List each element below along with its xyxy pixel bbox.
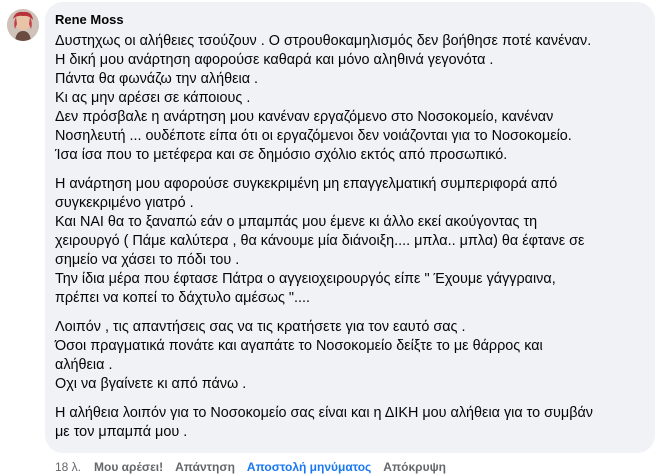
comment-bubble — [45, 2, 655, 453]
comment-line: Η δική μου ανάρτηση αφορούσε καθαρά και μόνο αληθινά γεγονότα . — [55, 52, 494, 68]
comment-actions — [55, 459, 458, 475]
comment-paragraph — [55, 404, 643, 442]
comment-paragraph — [55, 32, 643, 165]
comment-body — [55, 32, 643, 442]
comment-author[interactable]: Rene Moss — [55, 12, 124, 27]
comment-line: Ίσα ίσα που το μετέφερα και σε δημόσιο σχόλιο εκτός από προσωπικό. — [55, 147, 508, 163]
like-button[interactable]: Μου αρέσει! — [94, 460, 164, 474]
hide-button[interactable]: Απόκρυψη — [383, 460, 446, 474]
comment-line: σημείο να χάσει το πόδι του . — [55, 252, 240, 268]
comment-line: Νοσηλευτή ... ουδέποτε είπα ότι οι εργαζόμενοι δεν νοιάζονται για το Νοσοκομείο. — [55, 128, 572, 144]
comment-line: Η ανάρτηση μου αφορούσε συγκεκριμένη μη επαγγελματική συμπεριφορά από — [55, 176, 558, 192]
comment-line: με τον μπαμπά μου . — [55, 424, 188, 440]
comment-paragraph — [55, 175, 643, 308]
profile-photo-icon — [7, 9, 39, 41]
comment-line: συγκεκριμένο γιατρό . — [55, 195, 194, 211]
comment-line: Και ΝΑΙ θα το ξαναπώ εάν ο μπαμπάς μου έμενε κι άλλο εκεί ακούγοντας τη — [55, 214, 538, 230]
comment-line: Δυστηχως οι αλήθειες τσούζουν . Ο στρουθοκαμηλισμός δεν βοήθησε ποτέ κανέναν. — [55, 33, 592, 49]
avatar[interactable] — [7, 9, 39, 41]
reply-button[interactable]: Απάντηση — [175, 460, 235, 474]
comment-line: Η αλήθεια λοιπόν για το Νοσοκομείο σας είναι και η ΔΙΚΗ μου αλήθεια για το συμβάν — [55, 405, 593, 421]
comment-line: Λοιπόν , τις απαντήσεις σας να τις κρατήσετε για τον εαυτό σας . — [55, 319, 466, 335]
comment-line: Κι ας μην αρέσει σε κάποιους . — [55, 90, 251, 106]
comment-line: Την ίδια μέρα που έφτασε Πάτρα ο αγγειοχειρουργός είπε " Έχουμε γάγγραινα, — [55, 271, 556, 287]
comment-line: Πάντα θα φωνάζω την αλήθεια . — [55, 71, 259, 87]
comment-line: αλήθεια . — [55, 357, 113, 373]
send-message-button[interactable]: Αποστολή μηνύματος — [246, 460, 372, 474]
comment-line: Δεν πρόσβαλε η ανάρτηση μου κανέναν εργαζόμενο στο Νοσοκομείο, κανέναν — [55, 109, 554, 125]
comment-line: πρέπει να κοπεί το δάχτυλο αμέσως ".... — [55, 290, 311, 306]
comment-line: χειρουργό ( Πάμε καλύτερα , θα κάνουμε μία διάνοιξη.... μπλα.. μπλα) θα έφτανε σε — [55, 233, 585, 249]
comment-paragraph — [55, 318, 643, 394]
comment-line: Όσοι πραγματικά πονάτε και αγαπάτε το Νοσοκομείο δείξτε το με θάρρος και — [55, 338, 543, 354]
comment-line: Οχι να βγαίνετε κι από πάνω . — [55, 376, 247, 392]
comment-timestamp[interactable]: 18 λ. — [55, 460, 82, 474]
